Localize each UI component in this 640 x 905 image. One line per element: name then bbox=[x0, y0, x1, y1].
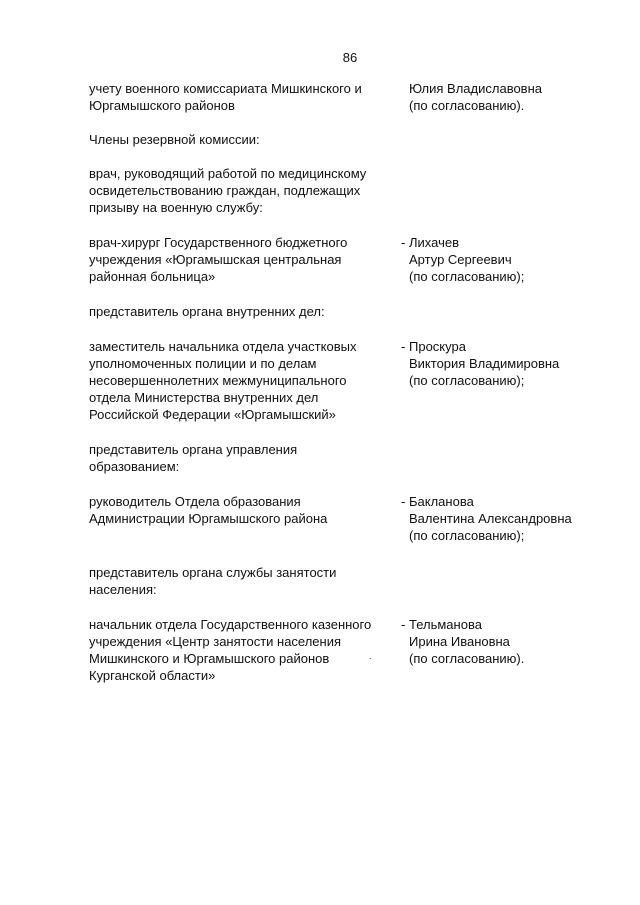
person-name: Бакланова Валентина Александровна (по согласованию); bbox=[409, 494, 572, 543]
section-heading: представитель органа внутренних дел: bbox=[89, 304, 325, 319]
section-heading: представитель органа службы занятости населения: bbox=[89, 565, 337, 597]
footer-mark: . bbox=[369, 651, 372, 661]
member-row-surgeon bbox=[89, 234, 599, 285]
position-text: начальник отдела Государственного казенного учреждения «Центр занятости населения Мишкинского и Юргамышского районов Курганской области» bbox=[89, 617, 372, 683]
section-heading: представитель органа управления образованием: bbox=[89, 442, 298, 474]
document-body bbox=[89, 80, 599, 684]
dash-separator bbox=[401, 80, 409, 114]
position-text: врач-хирург Государственного бюджетного учреждения «Юргамышская центральная районная больница» bbox=[89, 235, 348, 284]
section-heading-employment bbox=[89, 564, 599, 598]
member-row-employment bbox=[89, 616, 599, 684]
person-name: Юлия Владиславовна (по согласованию). bbox=[409, 81, 543, 113]
member-row-secretary bbox=[89, 80, 599, 114]
section-heading-reserve bbox=[89, 131, 599, 148]
section-heading-police bbox=[89, 303, 599, 320]
section-heading: Члены резервной комиссии: bbox=[89, 132, 260, 147]
position-text: учету военного комиссариата Мишкинского и Юргамышского районов bbox=[89, 81, 362, 113]
section-heading: врач, руководящий работой по медицинскому освидетельствованию граждан, подлежащих призыву на военную службу: bbox=[89, 166, 367, 215]
person-name: Проскура Виктория Владимировна (по согласованию); bbox=[409, 339, 560, 388]
dash-separator: - bbox=[401, 494, 406, 509]
member-row-education bbox=[89, 493, 599, 544]
dash-separator: - bbox=[401, 339, 406, 354]
section-heading-doctor bbox=[89, 165, 599, 216]
person-name: Лихачев Артур Сергеевич (по согласованию); bbox=[409, 235, 525, 284]
position-text: руководитель Отдела образования Администрации Юргамышского района bbox=[89, 494, 328, 526]
page-number: 86 bbox=[342, 50, 358, 65]
dash-separator: - bbox=[401, 617, 406, 632]
section-heading-education bbox=[89, 441, 599, 475]
person-name: Тельманова Ирина Ивановна (по согласованию). bbox=[409, 617, 525, 666]
dash-separator: - bbox=[401, 235, 406, 250]
member-row-police bbox=[89, 338, 599, 423]
position-text: заместитель начальника отдела участковых уполномоченных полиции и по делам несовершеннолетних межмуниципального отдела Министерства внутренних дел Российской Федерации «Юргамышский» bbox=[89, 339, 357, 422]
